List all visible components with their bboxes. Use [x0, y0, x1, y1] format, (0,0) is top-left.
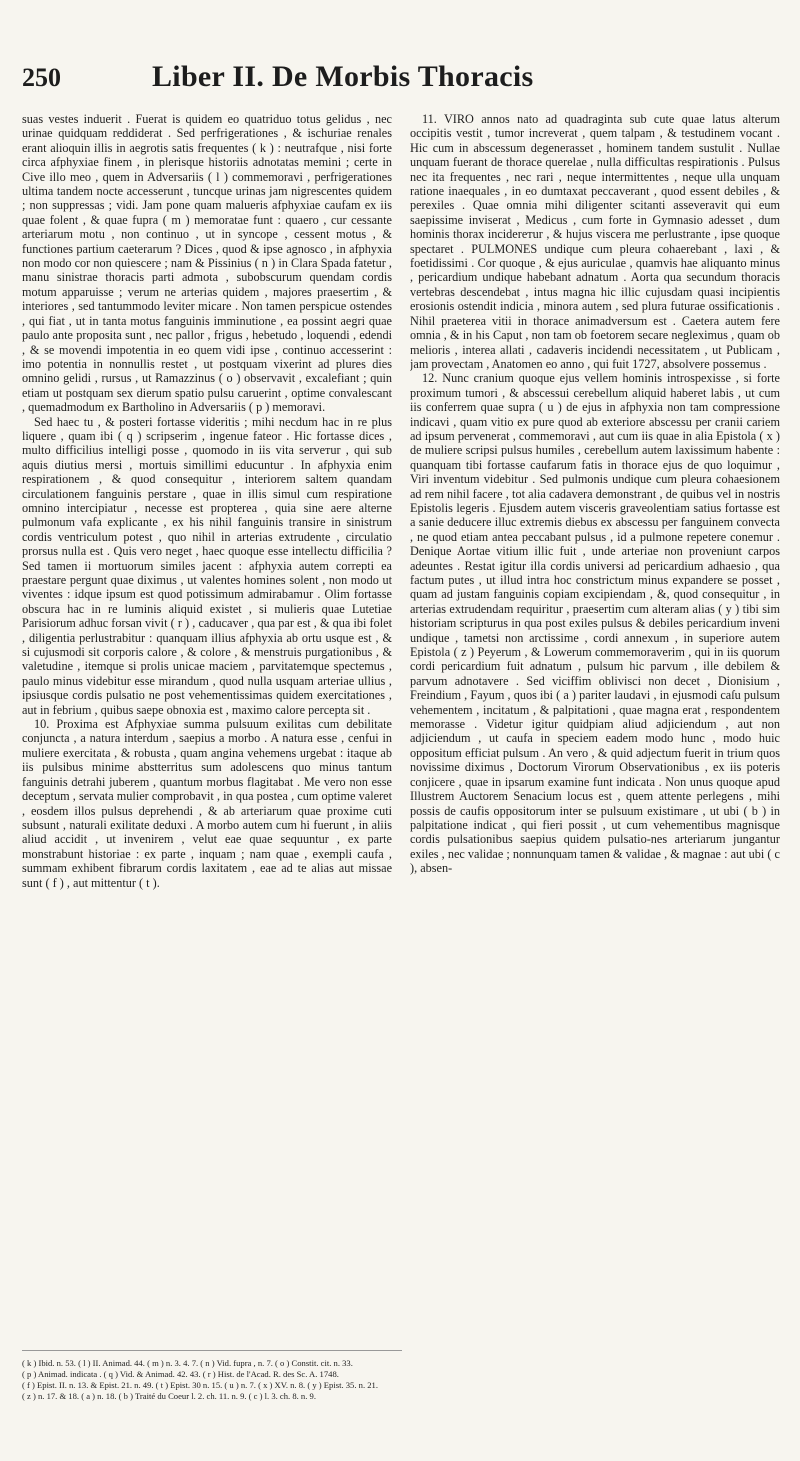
paragraph: 12. Nunc cranium quoque ejus vellem hominis introspexisse , si forte proximum tumori , & abscessui cerebellum aliquid haberet labis , ut cum iis conferrem quae supra ( u ) de ejus in afphyxia non tam compressione indicavi , quam vitio ex pure quod ab exteriore abscessu per cranii cariem ad ipsum pervenerat , commemoravi , aut cum iis quae in alia Epistola ( x ) de muliere scripsi pulsus humiles , cerebellum autem laxissimum habente : quanquam tibi fortasse caufarum fatis in thorace ejus de quo loquimur , Viri inventum videbitur . Sed pulmonis undique cum pleura cohaesionem ad rem nihil facere , tot alia cadavera demonstrant , de quibus vel in nostris Epistolis legeris . Ejusdem autem viscеris graveolentiam satius fortasse est a sanie deducere illuc extremis diebus ex abscessu per fanguinem convecta , ne quod etiam antea peccabant pulsus , id a pulmone repetere conemur . Denique Aortae vitium illic fuit , unde arteriae non proveniunt carpos adeuntes . Restat igitur illa cordis universi ad pericardium adhaesio , qua factum putes , ut illud intra hoc constrictum minus expandere se posset , quam ad justam fanguinis copiam excipiendam , &, quod consequitur , in arterias extrudendam requiritur , praesertim cum alteram alias ( y ) tibi sim historiam scripturus in qua post exiles pulsus & debiles pericardium inveni undique , tametsi non arctissime , cordi annexum , in superiore autem Epistola ( z ) Peyerum , & Lowerum commemoraverim , qui in iis quorum cordi pericardium fuit adnatum , pulsum hic parvum , ille debilem & parvum adnotavere . Sed viciffim oblivisci non decet , Dionisium , Freindium , Fayum , quos ibi ( a ) pariter laudavi , in ejusmodi caſu pulsum vehementem , incitatum , & palpitationi , quae magna erat , respondentem memorasse . Videtur igitur quidpiam aliud adjiciendum , aut non adjiciendum , ut caufa in speciem eadem modo hunc , modo huic oppositum efficiat pulsum . An vero , & quid adjectum fuerit in trium quos novissime diximus , Doctorum Virorum Observationibus , ex iis poteris conjicere , quae in ipsarum examine funt indicata . Non unus quoque apud Illustrem Auctorem Senacium locus est , quem attente perlegens , mihi possis de caufis oppositorum inter se pulsuum existimare , ut ubi ( b ) in palpitatione indicat , qui fieri possit , ut cum vehementibus magnisque cordis pulsationibus saepius quidem pulsatio-nes arteriarum jungantur exiles , nec validae ; nonnunquam tamen & validae , & magnae : aut ubi ( c ), absen- [410, 371, 780, 876]
body-columns [22, 112, 780, 1330]
paragraph: 11. VIRO annos nato ad quadraginta sub cute quae latus alterum occipitis vestit , tumor increverat , quem talpam , & testudinem vocant . Hic cum in abscessum degenerasset , hominem tandem sustulit . Nullae unquam fuerant de thorace querelae , nulla difficultas respirationis . Pulsus nec ita frequentes , nec rari , neque intermittentes , neque ulla unquam ratione inaequales , in eo dumtaxat peccaverant , quod essent debiles , & perexiles . Quae omnia mihi diligenter scitanti asseveravit qui eum saepissime inviserat , Medicus , cum forte in Gymnasio adesset , dum hominis thorax inciderетur , & hujus viscera me perlustrante , ipse quoque spectaret . PULMONES undique cum pleura cohaerebant , laxi , & foetidissimi . Cor quoque , & ejus auriculae , quamvis hae aliquanto minus , pericardium undique habebant adnatum . Aorta qua secundum thoracis vertebras descendebat , intus magna hic illic cujusdam quasi incipientis erosionis ostendit indicia , minora autem , sed plura futurae ossificationis . Nihil praeterea vitii in thorace animadversum est . Caetera autem fere omnia , & in his Caput , non tam ob foetorem secare neglеximus , quam ob melioris , interea allati , cadaveris incidendi necessitatem , ut Publicam , jam provectam , Anatomen eo anno , qui fuit 1727, absolvere possemus . [410, 112, 780, 371]
footnotes [22, 1358, 780, 1438]
left-column [22, 112, 392, 1330]
footnote-line: ( p ) Animad. indicata . ( q ) Vid. & Animad. 42. 43. ( r ) Hist. de l'Acad. R. des Sc. A. 1748. [22, 1369, 339, 1379]
footnote-divider [22, 1350, 402, 1351]
right-column [410, 112, 780, 1330]
paragraph: 10. Proxima est Afphyxiae summa pulsuum exilitas cum debilitate conjuncta , a natura interdum , saepius a morbo . A natura esse , cenfui in muliere exercitata , & robusta , quam angina vehemens urgebat : itaque ab iis pulsibus minime abstterritus sum adolescens quo minus tantum fanguinis detrahi juberem , quantum morbus flagitabat . Me vero non esse deceptum , servata mulier comprobavit , in qua postea , cum optime valeret , eosdem illos pulsus deprehendi , & ab arteriarum quae proxime cuti subsunt , naturali exilitate deduxi . A morbo autem cum hi fuerunt , in aliis aliud accidit , ut invenirem , velut eae quae sequuntur , ex parte monstrabunt historiae : ex parte , inquam ; nam quae , exempli caufa , summam exhibent fibrarum cordis laxitatem , eae ad te alias aut missae sunt ( f ) , aut mittentur ( t ). [22, 717, 392, 890]
paragraph: suas vestes induerit . Fuerat is quidem eo quatriduo totus gelidus , nec urinae quidquam reddiderat . Sed perfrigerationes , & ischuriae renales erant alioquin illis in aegrotis satis frequentes ( k ) : neutrafque , nisi forte circa afphyxiae finem , in plerisque historiis adnotatas memini ; certe in Cive illo meo , quem in Adversariis ( l ) commemoravi , perfrigerationes ultima tandem nocte accesserunt , tuncque urinas jam nigrescentes quidem ; non suppressas ; vidi. Jam pone quam malueris afphyxiae caufam ex iis quae folent , & quae fupra ( m ) memoratae funt : quaero , cur cessante arteriarum motu , non continuo , ut in syncope , cessent motus , & functiones partium caeterarum ? Dices , quod & ipse agnosco , in afphyxia non modo cor non quiescere ; nam & Pissinius ( n ) in Clara Spada fatetur , manu sinistrae thoracis parti admota , subobscurum quendam cordis motum apparuisse ; verum ne arterias quidem , majores praesertim , & interiores , sed tantummodo leviter micare . Non tamen perspicue ostendes , qui fiat , ut in tanta motus fanguinis imminutione , ea possint aegri quae paulo ante proposita sunt , nec pallor , frigus , hebetudo , loquendi , edendi , & se movendi impotentia in eo quem vidi ipse , continuo accesserint : imo potentia in nonnullis restet , ut postquam vixerint ad plures dies omnino gelidi , rursus , ut Ramazzinus ( o ) observavit , excalefiant ; quin etiam ut postquam sex dierum spatio pulsu caruerint , optime convalescant , quemadmodum ex Bartholino in Adversariis ( p ) memoravi. [22, 112, 392, 415]
paragraph: Sed haec tu , & posteri fortasse videritis ; mihi necdum hac in re plus liquere , quam ibi ( q ) scripserim , ingenue fateor . Hic fortasse dices , multo difficilius intelligi posse , quomodo in iis vita serveтur , qui sub aquis diutius mersi , mortuis simillimi educuntur . In afphyxia enim respirationem , & quod consequitur , interiorem saltem quandam circulationem fanguinis perstare , quae in illis simul cum respiratione omnino intercipiatur , necesse est propterea , quia sine aere alterne pulmonum vafa explicante , ex his nihil fanguinis transire in sinistrum cordis ventriculum potest , quo nihil in arterias extrudente , circulatio prorsus nulla est . Quis vero neget , haec quoque esse intellectu difficilia ? Sed tamen ii mortuorum similes jacent : afphyxia autem correpti ea praestare pergunt quae diximus , ut valentes homines solent , non modo ut viventes : idque ipsum est quod potissimum admirabamur . Olim fortasse obscura hac in re luminis aliquid existet , si mulieris quae Lutetiae Parisiorum adhuc forsan vivit ( r ) , caducaver , qua par est , & qua ibi folet , diligentia perlustrabitur : quanquam illius afphyxia ab ortu usque est , & si cujusmodi sit corporis calore , & colore , & menstruis purgationibus , & valetudine , itemque si prolis unicae maciem , parvitatemque spectemus , paulo minus videbitur esse mirandum , quod nulla usquam arteriae ullius , ipsiusque cordis pulsatio ne post vehementissimas quidem exercitationes , aut in febrium , quibus saepe obnoxia est , maximo calore percepta sit . [22, 414, 392, 717]
page-number: 250 [22, 63, 61, 92]
page-header [22, 60, 778, 106]
footnote-line: ( k ) Ibid. n. 53. ( l ) II. Animad. 44. ( m ) n. 3. 4. 7. ( n ) Vid. fupra , n. 7. ( o ) Constit. cit. n. 33. [22, 1358, 353, 1368]
footnote-line: ( z ) n. 17. & 18. ( a ) n. 18. ( b ) Traité du Coeur l. 2. ch. 11. n. 9. ( c ) l. 3. ch. 8. n. 9. [22, 1391, 316, 1401]
running-title: Liber II. De Morbis Thoracis [152, 60, 534, 93]
footnote-line: ( f ) Epist. II. n. 13. & Epist. 21. n. 49. ( t ) Epist. 30 n. 15. ( u ) n. 7. ( x ) XV. n. 8. ( y ) Epist. 35. n. 21. [22, 1380, 378, 1390]
